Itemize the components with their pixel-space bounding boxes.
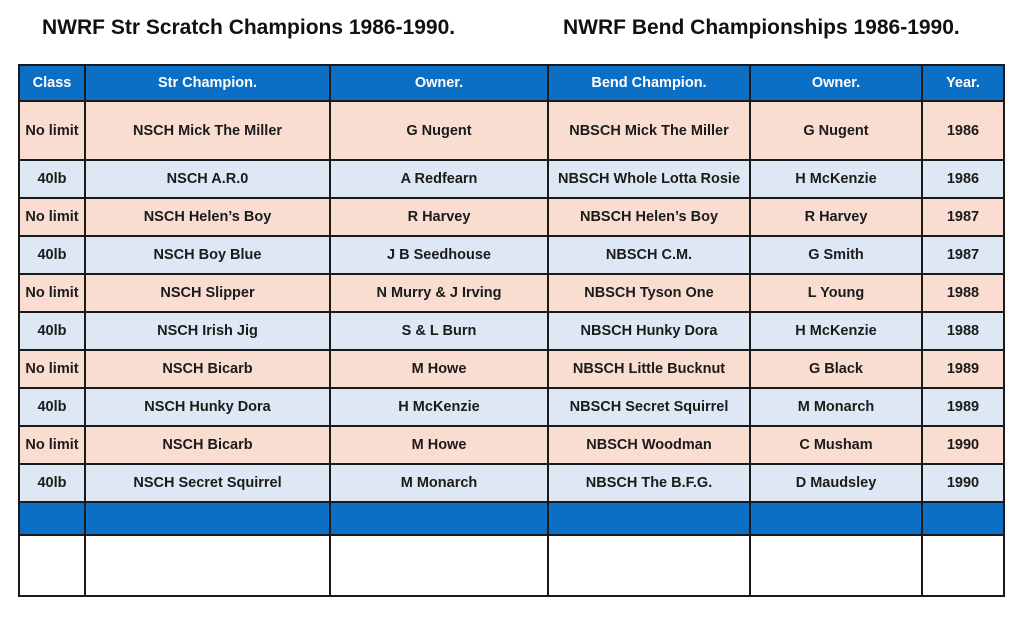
cell-str-owner: S & L Burn [330,312,548,350]
cell-class: No limit [19,350,85,388]
cell-bend-owner: R Harvey [750,198,922,236]
empty-cell [19,535,85,596]
cell-str-champion: NSCH Irish Jig [85,312,330,350]
table-row [19,198,1004,236]
cell-bend-owner: H McKenzie [750,160,922,198]
empty-cell [750,535,922,596]
cell-bend-owner: G Smith [750,236,922,274]
cell-class: No limit [19,198,85,236]
cell-class: No limit [19,274,85,312]
empty-cell [922,502,1004,535]
cell-bend-champion: NBSCH Woodman [548,426,750,464]
cell-bend-champion: NBSCH The B.F.G. [548,464,750,502]
cell-bend-owner: C Musham [750,426,922,464]
empty-cell [548,535,750,596]
table-header-row [19,65,1004,101]
cell-bend-champion: NBSCH Secret Squirrel [548,388,750,426]
table-row [19,426,1004,464]
str-scratch-title: NWRF Str Scratch Champions 1986-1990. [42,16,456,39]
cell-str-owner: N Murry & J Irving [330,274,548,312]
table-row [19,274,1004,312]
champions-table [18,64,1005,597]
cell-year: 1986 [922,160,1004,198]
header-bend-champion: Bend Champion. [548,65,750,101]
table-row [19,312,1004,350]
cell-str-owner: H McKenzie [330,388,548,426]
cell-str-owner: J B Seedhouse [330,236,548,274]
table-row [19,350,1004,388]
cell-bend-owner: M Monarch [750,388,922,426]
table-row [19,160,1004,198]
cell-bend-owner: G Nugent [750,101,922,160]
cell-str-owner: M Monarch [330,464,548,502]
cell-year: 1989 [922,350,1004,388]
cell-class: No limit [19,101,85,160]
empty-cell [19,502,85,535]
cell-bend-champion: NBSCH C.M. [548,236,750,274]
cell-str-champion: NSCH A.R.0 [85,160,330,198]
empty-cell [750,502,922,535]
header-class: Class [19,65,85,101]
table-row [19,101,1004,160]
cell-class: 40lb [19,388,85,426]
empty-cell [330,502,548,535]
empty-white-row [19,535,1004,596]
cell-year: 1988 [922,312,1004,350]
cell-bend-owner: L Young [750,274,922,312]
cell-class: 40lb [19,464,85,502]
cell-str-champion: NSCH Slipper [85,274,330,312]
table-row [19,388,1004,426]
cell-class: No limit [19,426,85,464]
cell-str-champion: NSCH Secret Squirrel [85,464,330,502]
cell-class: 40lb [19,160,85,198]
cell-str-owner: R Harvey [330,198,548,236]
empty-cell [330,535,548,596]
empty-blue-row [19,502,1004,535]
table-row [19,464,1004,502]
cell-str-champion: NSCH Boy Blue [85,236,330,274]
cell-bend-champion: NBSCH Mick The Miller [548,101,750,160]
cell-str-champion: NSCH Helen’s Boy [85,198,330,236]
cell-str-champion: NSCH Bicarb [85,350,330,388]
header-str-owner: Owner. [330,65,548,101]
cell-bend-champion: NBSCH Little Bucknut [548,350,750,388]
cell-bend-owner: H McKenzie [750,312,922,350]
table-row [19,236,1004,274]
cell-bend-champion: NBSCH Hunky Dora [548,312,750,350]
cell-year: 1986 [922,101,1004,160]
cell-str-owner: M Howe [330,426,548,464]
cell-str-champion: NSCH Mick The Miller [85,101,330,160]
header-year: Year. [922,65,1004,101]
cell-year: 1989 [922,388,1004,426]
empty-cell [85,535,330,596]
cell-year: 1987 [922,236,1004,274]
cell-class: 40lb [19,236,85,274]
bend-championships-title: NWRF Bend Championships 1986-1990. [563,16,960,39]
cell-str-owner: G Nugent [330,101,548,160]
cell-str-owner: M Howe [330,350,548,388]
cell-year: 1990 [922,464,1004,502]
cell-str-champion: NSCH Hunky Dora [85,388,330,426]
header-bend-owner: Owner. [750,65,922,101]
cell-bend-owner: G Black [750,350,922,388]
cell-year: 1987 [922,198,1004,236]
cell-year: 1988 [922,274,1004,312]
cell-bend-champion: NBSCH Whole Lotta Rosie [548,160,750,198]
empty-cell [85,502,330,535]
empty-cell [548,502,750,535]
cell-bend-champion: NBSCH Tyson One [548,274,750,312]
header-str-champion: Str Champion. [85,65,330,101]
cell-bend-champion: NBSCH Helen’s Boy [548,198,750,236]
titles-bar [0,16,1024,56]
cell-year: 1990 [922,426,1004,464]
cell-str-owner: A Redfearn [330,160,548,198]
cell-str-champion: NSCH Bicarb [85,426,330,464]
cell-bend-owner: D Maudsley [750,464,922,502]
cell-class: 40lb [19,312,85,350]
empty-cell [922,535,1004,596]
